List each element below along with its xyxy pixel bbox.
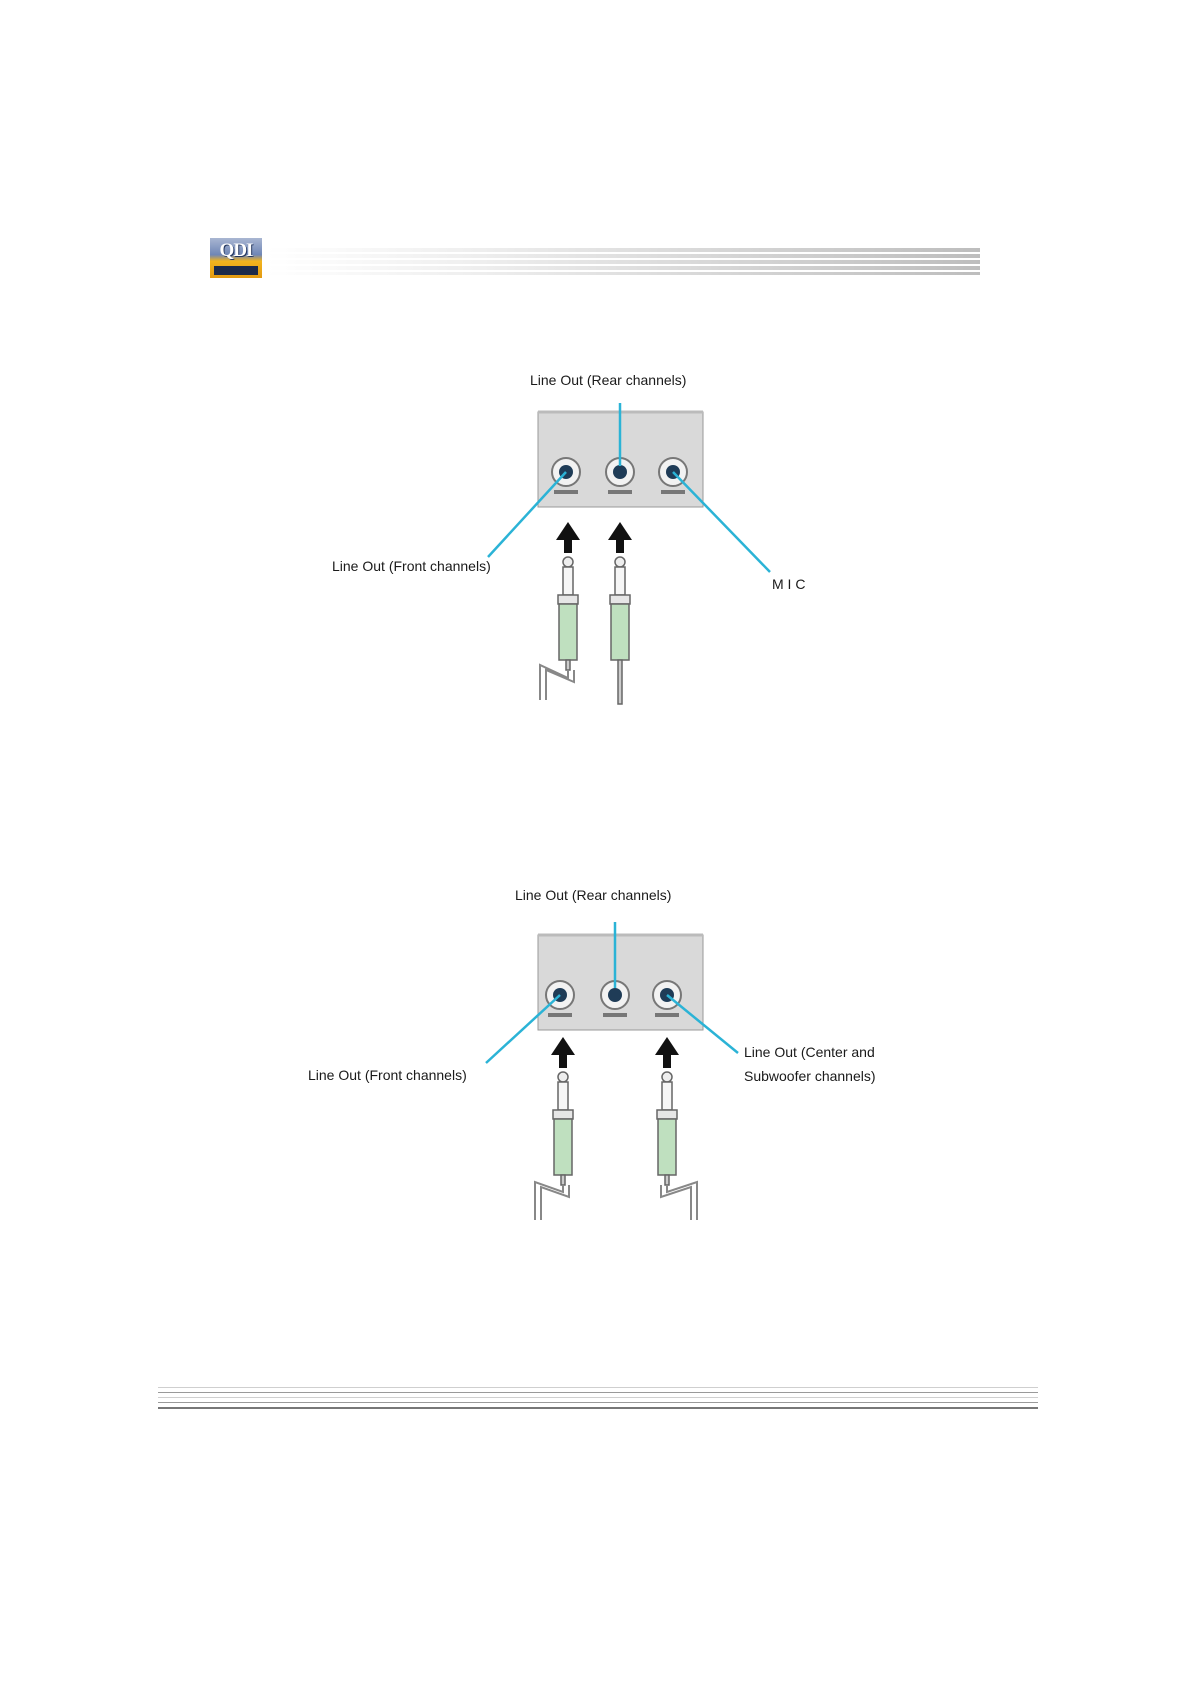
arrow-center [655,1037,679,1068]
callout-front [488,472,566,557]
page-footer-rule [158,1387,1038,1413]
callout-mic [673,472,770,572]
diagram-top [0,360,1191,710]
logo-text: QDI [219,240,253,261]
label-front-channels: Line Out (Front channels) [308,1067,467,1083]
label-center-line1: Line Out (Center and [744,1044,875,1060]
diagram-top-art [0,360,1191,710]
diagram-bottom [0,880,1191,1230]
label-mic: M I C [772,576,806,592]
diagram-bottom-art [0,880,1191,1230]
qdi-logo [210,238,262,278]
label-rear-channels: Line Out (Rear channels) [530,372,687,388]
label-rear-channels: Line Out (Rear channels) [515,887,672,903]
header-rule [266,238,980,278]
logo-tagline [214,266,258,275]
plug-center [657,1072,697,1220]
page-header [210,238,980,278]
plug-rear [610,557,630,704]
arrow-front [556,522,580,553]
plug-front [535,1072,573,1220]
label-center-line2: Subwoofer channels) [744,1068,876,1084]
arrow-front [551,1037,575,1068]
label-front-channels: Line Out (Front channels) [332,558,491,574]
plug-front [540,557,578,700]
arrow-rear [608,522,632,553]
